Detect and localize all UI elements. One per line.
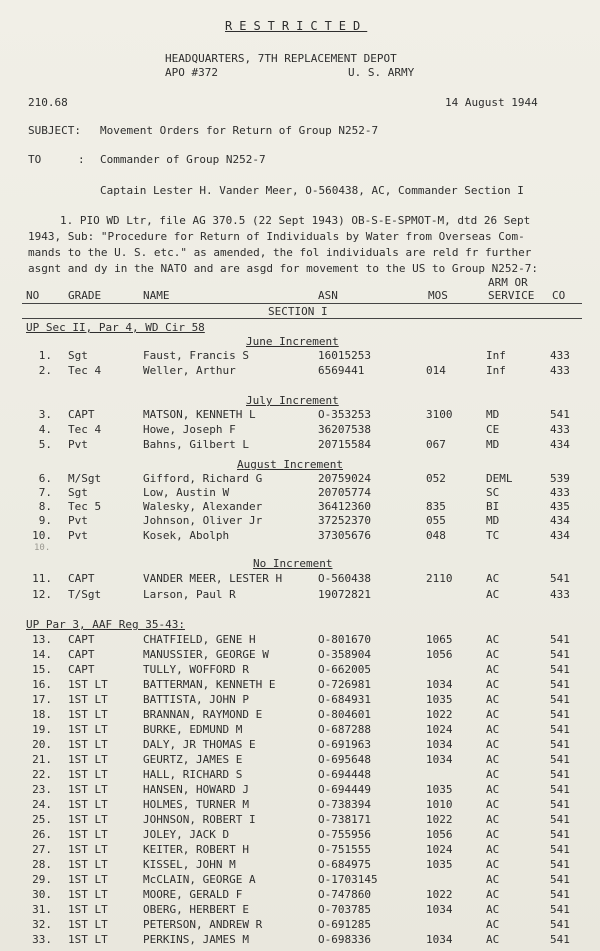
cell-grade: 1ST LT bbox=[68, 738, 108, 751]
cell-name: Low, Austin W bbox=[143, 486, 230, 499]
subject-text: Movement Orders for Return of Group N252-7 bbox=[100, 124, 379, 137]
cell-grade: T/Sgt bbox=[68, 588, 102, 601]
cell-mos: 1034 bbox=[426, 678, 453, 691]
cell-name: GEURTZ, JAMES E bbox=[143, 753, 243, 766]
cell-name: BURKE, EDMUND M bbox=[143, 723, 243, 736]
cell-co: 433 bbox=[550, 588, 570, 601]
cell-name: Faust, Francis S bbox=[143, 349, 249, 362]
cell-grade: Pvt bbox=[68, 514, 88, 527]
cell-grade: 1ST LT bbox=[68, 783, 108, 796]
cell-name: OBERG, HERBERT E bbox=[143, 903, 249, 916]
cell-name: PETERSON, ANDREW R bbox=[143, 918, 263, 931]
table-row bbox=[0, 349, 600, 362]
cell-arm: AC bbox=[486, 663, 500, 676]
cell-co: 541 bbox=[550, 828, 570, 841]
cell-co: 433 bbox=[550, 423, 570, 436]
cell-name: BATTERMAN, KENNETH E bbox=[143, 678, 276, 691]
reference-number: 210.68 bbox=[28, 96, 68, 109]
table-row bbox=[0, 918, 600, 931]
cell-arm: MD bbox=[486, 438, 500, 451]
apo-line: APO #372 bbox=[165, 66, 218, 79]
cell-grade: CAPT bbox=[68, 572, 95, 585]
cell-asn: O-684975 bbox=[318, 858, 371, 871]
cell-mos: 1056 bbox=[426, 828, 453, 841]
cell-mos: 048 bbox=[426, 529, 446, 542]
cell-arm: AC bbox=[486, 723, 500, 736]
cell-co: 541 bbox=[550, 903, 570, 916]
cell-asn: O-698336 bbox=[318, 933, 371, 946]
cell-grade: 1ST LT bbox=[68, 918, 108, 931]
cell-no: 30. bbox=[32, 888, 52, 901]
cell-name: KEITER, ROBERT H bbox=[143, 843, 249, 856]
cell-asn: 37252370 bbox=[318, 514, 371, 527]
header-rule bbox=[22, 303, 582, 304]
cell-co: 433 bbox=[550, 486, 570, 499]
cell-arm: BI bbox=[486, 500, 500, 513]
table-row bbox=[0, 723, 600, 736]
cell-no: 13. bbox=[32, 633, 52, 646]
cell-mos: 1024 bbox=[426, 723, 453, 736]
cell-grade: 1ST LT bbox=[68, 753, 108, 766]
cell-mos: 067 bbox=[426, 438, 446, 451]
cell-co: 541 bbox=[550, 408, 570, 421]
cell-no: 31. bbox=[32, 903, 52, 916]
cell-no: 4. bbox=[38, 423, 52, 436]
cell-name: McCLAIN, GEORGE A bbox=[143, 873, 256, 886]
cell-mos: 1034 bbox=[426, 903, 453, 916]
cell-co: 541 bbox=[550, 843, 570, 856]
cell-asn: 6569441 bbox=[318, 364, 365, 377]
section-title: SECTION I bbox=[268, 305, 328, 318]
table-row bbox=[0, 438, 600, 451]
cell-grade: 1ST LT bbox=[68, 873, 108, 886]
table-row bbox=[0, 572, 600, 585]
table-row bbox=[0, 828, 600, 841]
cell-name: VANDER MEER, LESTER H bbox=[143, 572, 283, 585]
cell-arm: AC bbox=[486, 828, 500, 841]
cell-arm: AC bbox=[486, 648, 500, 661]
cell-asn: O-801670 bbox=[318, 633, 371, 646]
cell-arm: AC bbox=[486, 933, 500, 946]
cell-co: 434 bbox=[550, 514, 570, 527]
cell-no: 2. bbox=[38, 364, 52, 377]
cell-grade: Sgt bbox=[68, 349, 88, 362]
table-row bbox=[0, 364, 600, 377]
table-row bbox=[0, 708, 600, 721]
cell-no: 9. bbox=[38, 514, 52, 527]
table-row bbox=[0, 588, 600, 601]
body-line-1: 1. PIO WD Ltr, file AG 370.5 (22 Sept 1943) OB-S-E-SPMOT-M, dtd 26 Sept bbox=[60, 214, 531, 227]
cell-grade: CAPT bbox=[68, 663, 95, 676]
headquarters-line: HEADQUARTERS, 7TH REPLACEMENT DEPOT bbox=[165, 52, 397, 65]
cell-asn: O-353253 bbox=[318, 408, 371, 421]
table-row bbox=[0, 500, 600, 513]
header-no: NO bbox=[26, 289, 40, 302]
table-row bbox=[0, 873, 600, 886]
group2-title: UP Par 3, AAF Reg 35-43: bbox=[26, 618, 185, 631]
cell-arm: MD bbox=[486, 514, 500, 527]
cell-grade: 1ST LT bbox=[68, 798, 108, 811]
cell-arm: AC bbox=[486, 572, 500, 585]
cell-name: CHATFIELD, GENE H bbox=[143, 633, 256, 646]
cell-asn: O-662005 bbox=[318, 663, 371, 676]
cell-name: HOLMES, TURNER M bbox=[143, 798, 249, 811]
cell-arm: AC bbox=[486, 798, 500, 811]
cell-co: 541 bbox=[550, 753, 570, 766]
cell-mos: 1024 bbox=[426, 843, 453, 856]
cell-no: 24. bbox=[32, 798, 52, 811]
group1-title: UP Sec II, Par 4, WD Cir 58 bbox=[26, 321, 205, 334]
cell-arm: Inf bbox=[486, 364, 506, 377]
cell-co: 541 bbox=[550, 708, 570, 721]
cell-grade: CAPT bbox=[68, 408, 95, 421]
commander-line: Captain Lester H. Vander Meer, O-560438, AC, Commander Section I bbox=[100, 184, 524, 197]
cell-no: 6. bbox=[38, 472, 52, 485]
cell-grade: 1ST LT bbox=[68, 768, 108, 781]
cell-co: 541 bbox=[550, 663, 570, 676]
cell-name: MATSON, KENNETH L bbox=[143, 408, 256, 421]
cell-co: 541 bbox=[550, 933, 570, 946]
cell-no: 27. bbox=[32, 843, 52, 856]
cell-arm: AC bbox=[486, 588, 500, 601]
cell-grade: Sgt bbox=[68, 486, 88, 499]
table-row bbox=[0, 486, 600, 499]
cell-asn: O-695648 bbox=[318, 753, 371, 766]
to-colon: : bbox=[78, 153, 85, 166]
cell-arm: AC bbox=[486, 633, 500, 646]
table-row bbox=[0, 633, 600, 646]
cell-grade: CAPT bbox=[68, 633, 95, 646]
to-label: TO bbox=[28, 153, 42, 166]
cell-name: BRANNAN, RAYMOND E bbox=[143, 708, 263, 721]
table-row bbox=[0, 933, 600, 946]
table-row bbox=[0, 514, 600, 527]
to-text: Commander of Group N252-7 bbox=[100, 153, 266, 166]
cell-no: 7. bbox=[38, 486, 52, 499]
table-row bbox=[0, 648, 600, 661]
header-co: CO bbox=[552, 289, 566, 302]
cell-co: 541 bbox=[550, 648, 570, 661]
cell-co: 541 bbox=[550, 738, 570, 751]
cell-arm: AC bbox=[486, 738, 500, 751]
cell-co: 541 bbox=[550, 678, 570, 691]
cell-arm: AC bbox=[486, 858, 500, 871]
cell-mos: 835 bbox=[426, 500, 446, 513]
body-line-3: mands to the U. S. etc." as amended, the fol individuals are reld fr further bbox=[28, 246, 532, 259]
cell-no: 28. bbox=[32, 858, 52, 871]
cell-name: PERKINS, JAMES M bbox=[143, 933, 249, 946]
cell-arm: MD bbox=[486, 408, 500, 421]
table-row bbox=[0, 798, 600, 811]
cell-grade: 1ST LT bbox=[68, 858, 108, 871]
cell-no: 10. bbox=[32, 529, 52, 542]
cell-asn: 37305676 bbox=[318, 529, 371, 542]
cell-no: 12. bbox=[32, 588, 52, 601]
cell-name: TULLY, WOFFORD R bbox=[143, 663, 249, 676]
body-line-2: 1943, Sub: "Procedure for Return of Individuals by Water from Overseas Com- bbox=[28, 230, 525, 243]
cell-name: DALY, JR THOMAS E bbox=[143, 738, 256, 751]
cell-asn: O-703785 bbox=[318, 903, 371, 916]
cell-name: MOORE, GERALD F bbox=[143, 888, 243, 901]
cell-mos: 052 bbox=[426, 472, 446, 485]
cell-asn: O-738394 bbox=[318, 798, 371, 811]
cell-name: Larson, Paul R bbox=[143, 588, 236, 601]
cell-co: 539 bbox=[550, 472, 570, 485]
army-line: U. S. ARMY bbox=[348, 66, 415, 79]
table-row bbox=[0, 858, 600, 871]
cell-arm: CE bbox=[486, 423, 500, 436]
cell-grade: 1ST LT bbox=[68, 828, 108, 841]
cell-arm: TC bbox=[486, 529, 500, 542]
cell-grade: 1ST LT bbox=[68, 888, 108, 901]
cell-mos: 1022 bbox=[426, 708, 453, 721]
cell-grade: Tec 4 bbox=[68, 423, 102, 436]
table-row bbox=[0, 888, 600, 901]
cell-asn: 19072821 bbox=[318, 588, 371, 601]
cell-arm: AC bbox=[486, 708, 500, 721]
cell-asn: 16015253 bbox=[318, 349, 371, 362]
cell-grade: Pvt bbox=[68, 438, 88, 451]
cell-asn: O-804601 bbox=[318, 708, 371, 721]
cell-mos: 1034 bbox=[426, 933, 453, 946]
classification-header: RESTRICTED bbox=[225, 19, 368, 33]
cell-grade: M/Sgt bbox=[68, 472, 102, 485]
cell-no: 25. bbox=[32, 813, 52, 826]
cell-no: 26. bbox=[32, 828, 52, 841]
cell-name: Howe, Joseph F bbox=[143, 423, 236, 436]
cell-no: 8. bbox=[38, 500, 52, 513]
cell-asn: O-691963 bbox=[318, 738, 371, 751]
table-row bbox=[0, 529, 600, 542]
cell-arm: AC bbox=[486, 843, 500, 856]
cell-arm: AC bbox=[486, 693, 500, 706]
cell-co: 541 bbox=[550, 768, 570, 781]
cell-mos: 1065 bbox=[426, 633, 453, 646]
table-row bbox=[0, 663, 600, 676]
table-row bbox=[0, 423, 600, 436]
table-row bbox=[0, 783, 600, 796]
june-increment: June Increment bbox=[246, 335, 339, 348]
stray-mark: 10. bbox=[34, 543, 51, 553]
cell-asn: O-691285 bbox=[318, 918, 371, 931]
cell-name: HALL, RICHARD S bbox=[143, 768, 243, 781]
cell-asn: O-358904 bbox=[318, 648, 371, 661]
cell-mos: 2110 bbox=[426, 572, 453, 585]
cell-no: 33. bbox=[32, 933, 52, 946]
cell-mos: 1035 bbox=[426, 693, 453, 706]
cell-name: JOLEY, JACK D bbox=[143, 828, 230, 841]
cell-mos: 1056 bbox=[426, 648, 453, 661]
cell-co: 435 bbox=[550, 500, 570, 513]
cell-mos: 1022 bbox=[426, 813, 453, 826]
cell-arm: Inf bbox=[486, 349, 506, 362]
cell-arm: AC bbox=[486, 918, 500, 931]
cell-mos: 3100 bbox=[426, 408, 453, 421]
cell-name: HANSEN, HOWARD J bbox=[143, 783, 249, 796]
cell-no: 14. bbox=[32, 648, 52, 661]
cell-asn: 36207538 bbox=[318, 423, 371, 436]
cell-co: 541 bbox=[550, 723, 570, 736]
header-asn: ASN bbox=[318, 289, 338, 302]
cell-mos: 1034 bbox=[426, 753, 453, 766]
cell-no: 5. bbox=[38, 438, 52, 451]
cell-name: BATTISTA, JOHN P bbox=[143, 693, 249, 706]
cell-name: KISSEL, JOHN M bbox=[143, 858, 236, 871]
cell-arm: AC bbox=[486, 768, 500, 781]
body-line-4: asgnt and dy in the NATO and are asgd for movement to the US to Group N252-7: bbox=[28, 262, 538, 275]
cell-grade: Tec 4 bbox=[68, 364, 102, 377]
cell-co: 541 bbox=[550, 888, 570, 901]
cell-name: MANUSSIER, GEORGE W bbox=[143, 648, 269, 661]
cell-grade: 1ST LT bbox=[68, 723, 108, 736]
header-grade: GRADE bbox=[68, 289, 102, 302]
cell-no: 15. bbox=[32, 663, 52, 676]
cell-arm: AC bbox=[486, 903, 500, 916]
table-row bbox=[0, 408, 600, 421]
document-date: 14 August 1944 bbox=[445, 96, 538, 109]
cell-grade: 1ST LT bbox=[68, 813, 108, 826]
cell-grade: 1ST LT bbox=[68, 708, 108, 721]
table-row bbox=[0, 678, 600, 691]
header-mos: MOS bbox=[428, 289, 448, 302]
table-row bbox=[0, 903, 600, 916]
subject-label: SUBJECT: bbox=[28, 124, 81, 137]
cell-mos: 1034 bbox=[426, 738, 453, 751]
cell-asn: 36412360 bbox=[318, 500, 371, 513]
cell-grade: 1ST LT bbox=[68, 903, 108, 916]
cell-co: 541 bbox=[550, 858, 570, 871]
cell-asn: O-687288 bbox=[318, 723, 371, 736]
cell-mos: 014 bbox=[426, 364, 446, 377]
cell-asn: O-560438 bbox=[318, 572, 371, 585]
header-name: NAME bbox=[143, 289, 170, 302]
table-row bbox=[0, 753, 600, 766]
cell-co: 541 bbox=[550, 813, 570, 826]
cell-co: 434 bbox=[550, 529, 570, 542]
cell-asn: O-747860 bbox=[318, 888, 371, 901]
cell-co: 434 bbox=[550, 438, 570, 451]
cell-grade: CAPT bbox=[68, 648, 95, 661]
cell-mos: 055 bbox=[426, 514, 446, 527]
cell-grade: 1ST LT bbox=[68, 693, 108, 706]
cell-arm: AC bbox=[486, 753, 500, 766]
cell-arm: AC bbox=[486, 813, 500, 826]
cell-arm: AC bbox=[486, 678, 500, 691]
cell-co: 541 bbox=[550, 873, 570, 886]
cell-grade: 1ST LT bbox=[68, 678, 108, 691]
cell-name: Gifford, Richard G bbox=[143, 472, 263, 485]
cell-co: 541 bbox=[550, 798, 570, 811]
cell-asn: O-738171 bbox=[318, 813, 371, 826]
cell-name: Walesky, Alexander bbox=[143, 500, 263, 513]
cell-no: 23. bbox=[32, 783, 52, 796]
cell-grade: 1ST LT bbox=[68, 843, 108, 856]
cell-no: 21. bbox=[32, 753, 52, 766]
cell-mos: 1022 bbox=[426, 888, 453, 901]
table-row bbox=[0, 693, 600, 706]
cell-co: 541 bbox=[550, 783, 570, 796]
cell-asn: 20759024 bbox=[318, 472, 371, 485]
cell-no: 1. bbox=[38, 349, 52, 362]
cell-asn: O-755956 bbox=[318, 828, 371, 841]
cell-no: 29. bbox=[32, 873, 52, 886]
cell-grade: Tec 5 bbox=[68, 500, 102, 513]
cell-asn: O-694449 bbox=[318, 783, 371, 796]
cell-name: Weller, Arthur bbox=[143, 364, 236, 377]
table-row bbox=[0, 768, 600, 781]
cell-no: 20. bbox=[32, 738, 52, 751]
cell-asn: O-1703145 bbox=[318, 873, 378, 886]
cell-asn: O-751555 bbox=[318, 843, 371, 856]
cell-asn: 20705774 bbox=[318, 486, 371, 499]
cell-asn: 20715584 bbox=[318, 438, 371, 451]
cell-no: 11. bbox=[32, 572, 52, 585]
table-row bbox=[0, 813, 600, 826]
table-row bbox=[0, 738, 600, 751]
cell-asn: O-684931 bbox=[318, 693, 371, 706]
cell-no: 16. bbox=[32, 678, 52, 691]
cell-co: 541 bbox=[550, 918, 570, 931]
table-row bbox=[0, 843, 600, 856]
no-increment: No Increment bbox=[253, 557, 333, 570]
cell-asn: O-726981 bbox=[318, 678, 371, 691]
cell-no: 19. bbox=[32, 723, 52, 736]
cell-grade: 1ST LT bbox=[68, 933, 108, 946]
august-increment: August Increment bbox=[237, 458, 343, 471]
cell-arm: DEML bbox=[486, 472, 513, 485]
cell-name: Kosek, Abolph bbox=[143, 529, 230, 542]
cell-arm: AC bbox=[486, 888, 500, 901]
cell-name: Bahns, Gilbert L bbox=[143, 438, 249, 451]
cell-name: Johnson, Oliver Jr bbox=[143, 514, 263, 527]
july-increment: July Increment bbox=[246, 394, 339, 407]
cell-co: 541 bbox=[550, 633, 570, 646]
cell-mos: 1035 bbox=[426, 858, 453, 871]
cell-co: 541 bbox=[550, 693, 570, 706]
cell-no: 17. bbox=[32, 693, 52, 706]
cell-no: 3. bbox=[38, 408, 52, 421]
section-rule bbox=[22, 318, 582, 319]
table-row bbox=[0, 472, 600, 485]
cell-arm: SC bbox=[486, 486, 500, 499]
cell-no: 18. bbox=[32, 708, 52, 721]
cell-co: 433 bbox=[550, 349, 570, 362]
cell-grade: Pvt bbox=[68, 529, 88, 542]
cell-co: 433 bbox=[550, 364, 570, 377]
cell-co: 541 bbox=[550, 572, 570, 585]
cell-no: 32. bbox=[32, 918, 52, 931]
header-arm-top: ARM OR bbox=[488, 276, 528, 289]
cell-asn: O-694448 bbox=[318, 768, 371, 781]
header-arm-bottom: SERVICE bbox=[488, 289, 535, 302]
cell-mos: 1010 bbox=[426, 798, 453, 811]
cell-arm: AC bbox=[486, 873, 500, 886]
cell-arm: AC bbox=[486, 783, 500, 796]
cell-no: 22. bbox=[32, 768, 52, 781]
cell-mos: 1035 bbox=[426, 783, 453, 796]
cell-name: JOHNSON, ROBERT I bbox=[143, 813, 256, 826]
